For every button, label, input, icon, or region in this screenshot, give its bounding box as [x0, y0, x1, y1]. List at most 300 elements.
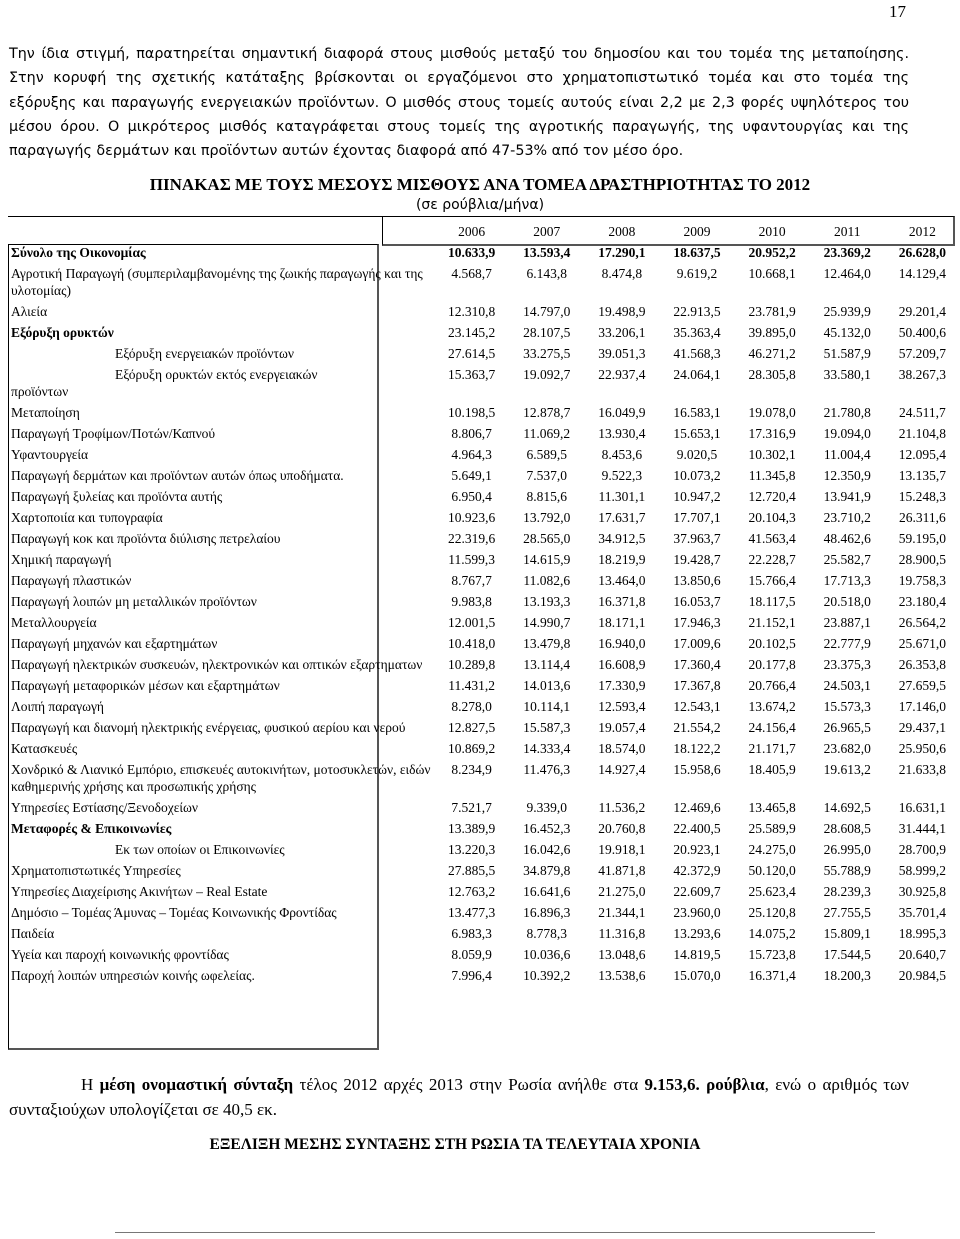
year-header-cell: 2008: [608, 224, 636, 239]
table-row: [9, 944, 960, 965]
value-cell: 38.267,3: [898, 367, 947, 382]
value-cell: 16.042,6: [523, 842, 571, 857]
value-cell: 10.302,1: [748, 447, 796, 462]
row-label: [9, 738, 434, 759]
value-cell: 31.444,1: [898, 821, 947, 836]
pension-summary: [9, 1072, 909, 1122]
value-cell: 39.051,3: [598, 346, 646, 361]
value-cell: 24.156,4: [748, 720, 796, 735]
value-cell: 20.923,1: [673, 842, 721, 857]
value-cell: 14.013,6: [523, 678, 571, 693]
value-cell: 17.146,0: [898, 699, 947, 714]
row-label-text: Υπηρεσίες Εστίασης/Ξενοδοχείων: [11, 800, 199, 815]
row-label: [9, 444, 434, 465]
table-row: [9, 263, 960, 301]
table-row: [9, 839, 960, 860]
value-cell: 18.219,9: [598, 552, 646, 567]
value-cell: 4.964,3: [451, 447, 492, 462]
row-label: [9, 528, 434, 549]
year-header-cell: 2006: [458, 224, 486, 239]
value-cell: 58.999,2: [898, 863, 947, 878]
value-cell: 39.895,0: [748, 325, 796, 340]
value-cell: 11.536,2: [598, 800, 646, 815]
value-cell: 13.114,4: [523, 657, 571, 672]
value-cell: 8.474,8: [601, 266, 643, 281]
table-row: [9, 570, 960, 591]
value-cell: 10.633,9: [447, 245, 496, 260]
value-cell: 11.476,3: [523, 762, 571, 777]
value-cell: 8.815,6: [526, 489, 567, 504]
value-cell: 13.850,6: [673, 573, 721, 588]
value-cell: 23.887,1: [823, 615, 871, 630]
row-label-text: Παραγωγή ξυλείας και προϊόντα αυτής: [11, 489, 223, 504]
value-cell: 41.568,3: [673, 346, 721, 361]
row-label-text: Χονδρικό & Λιανικό Εμπόριο, επισκευές αυτοκινήτων, μοτοσυκλετών, ειδών καθημερινής χρήσης και προσωπικής χρήσης: [11, 762, 431, 794]
value-cell: 33.275,5: [523, 346, 571, 361]
table-row: [9, 423, 960, 444]
row-label-text: Παραγωγή ηλεκτρικών συσκευών, ηλεκτρονικών και οπτικών εξαρτηματων: [11, 657, 423, 672]
row-label: [9, 343, 434, 364]
value-cell: 18.122,2: [673, 741, 721, 756]
table-row: [9, 923, 960, 944]
summary-post: , ενώ ο αριθμός των συνταξιούχων υπολογίζεται σε 40,5 εκ.: [9, 1075, 909, 1119]
value-cell: 22.319,6: [447, 531, 496, 546]
table-row: [9, 654, 960, 675]
value-cell: 19.092,7: [523, 367, 571, 382]
value-cell: 19.057,4: [598, 720, 646, 735]
value-cell: 15.573,3: [823, 699, 871, 714]
value-cell: 26.965,5: [823, 720, 871, 735]
value-cell: 25.589,9: [748, 821, 796, 836]
year-header-cell: 2009: [683, 224, 711, 239]
value-cell: 14.990,7: [523, 615, 571, 630]
value-cell: 35.363,4: [673, 325, 721, 340]
value-cell: 18.637,5: [673, 245, 721, 260]
value-cell: 27.755,5: [823, 905, 871, 920]
row-label-text: Αλιεία: [11, 304, 48, 319]
value-cell: 41.871,8: [598, 863, 646, 878]
value-cell: 13.293,6: [673, 926, 721, 941]
value-cell: 9.339,0: [526, 800, 567, 815]
value-cell: 10.668,1: [748, 266, 796, 281]
row-label-text: Χημική παραγωγή: [11, 552, 112, 567]
value-cell: 11.082,6: [523, 573, 571, 588]
value-cell: 23.375,3: [823, 657, 871, 672]
value-cell: 21.633,8: [898, 762, 947, 777]
value-cell: 10.923,6: [447, 510, 496, 525]
value-cell: 27.659,5: [898, 678, 947, 693]
value-cell: 25.623,4: [748, 884, 796, 899]
value-cell: 15.958,6: [673, 762, 721, 777]
value-cell: 13.135,7: [898, 468, 947, 483]
value-cell: 10.869,2: [447, 741, 496, 756]
row-label: [9, 860, 434, 881]
value-cell: 21.152,1: [748, 615, 796, 630]
value-cell: 27.885,5: [447, 863, 496, 878]
value-cell: 15.587,3: [523, 720, 571, 735]
value-cell: 16.583,1: [673, 405, 721, 420]
value-cell: 12.310,8: [447, 304, 496, 319]
table-row: [9, 486, 960, 507]
value-cell: 11.345,8: [748, 468, 796, 483]
value-cell: 26.311,6: [899, 510, 946, 525]
year-header-cell: 2011: [833, 224, 861, 239]
value-cell: 14.129,4: [898, 266, 947, 281]
value-cell: 16.608,9: [598, 657, 646, 672]
value-cell: 20.102,5: [748, 636, 796, 651]
row-label: [9, 944, 434, 965]
value-cell: 9.522,3: [601, 468, 643, 483]
table-row: [9, 402, 960, 423]
row-label-text: Παραγωγή Τροφίμων/Ποτών/Καπνού: [11, 426, 216, 441]
value-cell: 13.538,6: [598, 968, 646, 983]
row-label: [9, 675, 434, 696]
table-row: [9, 881, 960, 902]
value-cell: 28.239,3: [823, 884, 871, 899]
value-cell: 11.316,8: [598, 926, 646, 941]
value-cell: 19.758,3: [898, 573, 947, 588]
table-top-rule: [8, 216, 383, 217]
value-cell: 41.563,4: [748, 531, 796, 546]
value-cell: 14.333,4: [523, 741, 571, 756]
value-cell: 12.469,6: [673, 800, 721, 815]
table-row: [9, 717, 960, 738]
value-cell: 10.036,6: [523, 947, 571, 962]
row-label: [9, 717, 434, 738]
year-header-cell: 2012: [908, 224, 936, 239]
value-cell: 14.615,9: [523, 552, 571, 567]
value-cell: 34.912,5: [598, 531, 646, 546]
value-cell: 5.649,1: [451, 468, 492, 483]
value-cell: 6.143,8: [526, 266, 567, 281]
value-cell: 14.797,0: [523, 304, 571, 319]
value-cell: 9.619,2: [676, 266, 718, 281]
value-cell: 12.827,5: [447, 720, 496, 735]
row-label-text: Παραγωγή και διανομή ηλεκτρικής ενέργειας, φυσικού αερίου και νερού: [11, 720, 406, 735]
value-cell: 18.171,1: [598, 615, 646, 630]
value-cell: 21.275,0: [598, 884, 646, 899]
pension-section-title: ΕΞΕΛΙΞΗ ΜΕΣΗΣ ΣΥΝΤΑΞΗΣ ΣΤΗ ΡΩΣΙΑ ΤΑ ΤΕΛΕΥΤΑΙΑ ΧΡΟΝΙΑ: [209, 1136, 701, 1153]
value-cell: 25.671,0: [898, 636, 947, 651]
row-label: [9, 402, 434, 423]
row-label-text: Μεταποίηση: [11, 405, 80, 420]
value-cell: 11.431,2: [448, 678, 495, 693]
value-cell: 22.937,4: [598, 367, 646, 382]
value-cell: 13.389,9: [447, 821, 496, 836]
row-label: [9, 633, 434, 654]
value-cell: 25.582,7: [823, 552, 871, 567]
value-cell: 7.537,0: [526, 468, 567, 483]
table-row: [9, 633, 960, 654]
value-cell: 48.462,6: [823, 531, 871, 546]
table-row: [9, 612, 960, 633]
value-cell: 20.104,3: [748, 510, 796, 525]
value-cell: 9.983,8: [451, 594, 492, 609]
value-cell: 28.305,8: [748, 367, 796, 382]
value-cell: 24.511,7: [899, 405, 946, 420]
value-cell: 13.048,6: [598, 947, 646, 962]
table-row: [9, 549, 960, 570]
value-cell: 13.479,8: [523, 636, 571, 651]
value-cell: 16.049,9: [598, 405, 646, 420]
value-cell: 12.350,9: [823, 468, 871, 483]
value-cell: 7.521,7: [451, 800, 492, 815]
value-cell: 13.593,4: [523, 245, 571, 260]
value-cell: 18.995,3: [898, 926, 947, 941]
row-label-text: Χρηματοπιστωτικές Υπηρεσίες: [11, 863, 181, 878]
row-label-text: Παραγωγή κοκ και προϊόντα διύλισης πετρελαίου: [11, 531, 281, 546]
table-row: [9, 797, 960, 818]
value-cell: 13.792,0: [523, 510, 571, 525]
row-label-text: Εξόρυξη ορυκτών: [11, 325, 114, 340]
value-cell: 13.464,0: [598, 573, 646, 588]
year-header-row: [9, 221, 960, 242]
table-row: [9, 364, 960, 402]
value-cell: 16.896,3: [523, 905, 571, 920]
value-cell: 45.132,0: [823, 325, 871, 340]
value-cell: 27.614,5: [447, 346, 496, 361]
value-cell: 21.780,8: [823, 405, 871, 420]
value-cell: 10.418,0: [447, 636, 496, 651]
value-cell: 21.554,2: [673, 720, 721, 735]
value-cell: 22.228,7: [748, 552, 796, 567]
value-cell: 30.925,8: [898, 884, 947, 899]
value-cell: 15.248,3: [898, 489, 947, 504]
value-cell: 17.713,3: [823, 573, 871, 588]
value-cell: 8.767,7: [451, 573, 492, 588]
value-cell: 11.599,3: [448, 552, 495, 567]
value-cell: 11.004,4: [823, 447, 871, 462]
table-row: [9, 322, 960, 343]
value-cell: 8.278,0: [451, 699, 492, 714]
row-label-text: Εξόρυξη ορυκτών εκτός ενεργειακών: [115, 367, 318, 382]
table-row: [9, 465, 960, 486]
value-cell: 18.200,3: [823, 968, 871, 983]
row-label: [9, 881, 434, 902]
row-label-text: Παραγωγή λοιπών μη μεταλλικών προϊόντων: [11, 594, 257, 609]
value-cell: 11.069,2: [523, 426, 571, 441]
value-cell: 16.631,1: [898, 800, 947, 815]
value-cell: 17.316,9: [748, 426, 796, 441]
value-cell: 12.720,4: [748, 489, 796, 504]
value-cell: 15.653,1: [673, 426, 721, 441]
row-label: [9, 759, 434, 797]
value-cell: 10.114,1: [523, 699, 571, 714]
row-label-text: Μεταφορές & Επικοινωνίες: [11, 821, 172, 836]
row-label: [9, 818, 434, 839]
value-cell: 16.940,0: [598, 636, 646, 651]
row-label-text: Αγροτική Παραγωγή (συμπεριλαμβανομένης της ζωικής παραγωγής και της υλοτομίας): [11, 266, 423, 298]
value-cell: 17.009,6: [673, 636, 721, 651]
value-cell: 24.503,1: [823, 678, 871, 693]
value-cell: 25.120,8: [748, 905, 796, 920]
value-cell: 13.477,3: [447, 905, 496, 920]
value-cell: 10.198,5: [447, 405, 496, 420]
value-cell: 14.692,5: [823, 800, 871, 815]
value-cell: 59.195,0: [898, 531, 947, 546]
value-cell: 14.927,4: [598, 762, 646, 777]
table-row: [9, 507, 960, 528]
value-cell: 9.020,5: [676, 447, 718, 462]
value-cell: 15.723,8: [748, 947, 796, 962]
value-cell: 18.117,5: [748, 594, 796, 609]
row-label: [9, 612, 434, 633]
value-cell: 22.913,5: [673, 304, 721, 319]
row-label: [9, 465, 434, 486]
table-row: [9, 818, 960, 839]
value-cell: 20.984,5: [898, 968, 947, 983]
value-cell: 33.206,1: [598, 325, 646, 340]
row-label: [9, 364, 434, 402]
value-cell: 8.234,9: [451, 762, 492, 777]
value-cell: 13.465,8: [748, 800, 796, 815]
value-cell: 16.452,3: [523, 821, 571, 836]
value-cell: 18.405,9: [748, 762, 796, 777]
row-label-text: Χαρτοποιία και τυπογραφία: [11, 510, 163, 525]
value-cell: 13.220,3: [447, 842, 496, 857]
value-cell: 6.589,5: [526, 447, 567, 462]
value-cell: 28.700,9: [898, 842, 947, 857]
value-cell: 10.289,8: [447, 657, 496, 672]
value-cell: 8.453,6: [601, 447, 643, 462]
row-label: [9, 797, 434, 818]
row-label: [9, 423, 434, 444]
table-row: [9, 343, 960, 364]
value-cell: 28.900,5: [898, 552, 947, 567]
value-cell: 20.518,0: [823, 594, 871, 609]
row-label-text: Υπηρεσίες Διαχείρισης Ακινήτων – Real Estate: [11, 884, 268, 899]
row-label-text: Εκ των οποίων οι Επικοινωνίες: [115, 842, 285, 857]
value-cell: 13.193,3: [523, 594, 571, 609]
value-cell: 12.095,4: [898, 447, 947, 462]
value-cell: 20.640,7: [898, 947, 947, 962]
value-cell: 8.059,9: [451, 947, 492, 962]
row-label-text: Δημόσιο – Τομέας Άμυνας – Τομέας Κοινωνικής Φροντίδας: [11, 905, 337, 920]
table-title: ΠΙΝΑΚΑΣ ΜΕ ΤΟΥΣ ΜΕΣΟΥΣ ΜΙΣΘΟΥΣ ΑΝΑ ΤΟΜΕΑ ΔΡΑΣΤΗΡΙΟΤΗΤΑΣ ΤΟ 2012: [149, 175, 811, 194]
row-label: [9, 549, 434, 570]
value-cell: 10.073,2: [673, 468, 721, 483]
value-cell: 17.544,5: [823, 947, 871, 962]
row-label-text: Κατασκευές: [11, 741, 78, 756]
value-cell: 23.145,2: [447, 325, 496, 340]
value-cell: 23.781,9: [748, 304, 796, 319]
value-cell: 28.565,0: [523, 531, 571, 546]
salary-table: [9, 221, 960, 986]
value-cell: 19.428,7: [673, 552, 721, 567]
value-cell: 13.930,4: [598, 426, 646, 441]
row-label: [9, 839, 434, 860]
value-cell: 12.878,7: [523, 405, 571, 420]
value-cell: 19.078,0: [748, 405, 796, 420]
value-cell: 12.593,4: [598, 699, 646, 714]
value-cell: 17.631,7: [598, 510, 646, 525]
row-label: [9, 902, 434, 923]
table-row: [9, 242, 960, 263]
value-cell: 14.075,2: [748, 926, 796, 941]
row-label-text: Παιδεία: [11, 926, 55, 941]
value-cell: 15.363,7: [447, 367, 496, 382]
row-label: [9, 301, 434, 322]
value-cell: 10.392,2: [523, 968, 571, 983]
value-cell: 50.400,6: [898, 325, 947, 340]
value-cell: 25.939,9: [823, 304, 871, 319]
value-cell: 23.682,0: [823, 741, 871, 756]
row-label: [9, 486, 434, 507]
value-cell: 18.574,0: [598, 741, 646, 756]
value-cell: 24.275,0: [748, 842, 796, 857]
value-cell: 50.120,0: [748, 863, 796, 878]
row-label: [9, 591, 434, 612]
row-label-text: Μεταλλουργεία: [11, 615, 97, 630]
value-cell: 12.001,5: [447, 615, 496, 630]
value-cell: 16.371,4: [748, 968, 796, 983]
value-cell: 26.995,0: [823, 842, 871, 857]
table-row: [9, 444, 960, 465]
row-label: [9, 654, 434, 675]
value-cell: 19.094,0: [823, 426, 871, 441]
row-label-text: Λοιπή παραγωγή: [11, 699, 104, 714]
value-cell: 6.983,3: [451, 926, 492, 941]
value-cell: 21.104,8: [898, 426, 947, 441]
value-cell: 34.879,8: [523, 863, 571, 878]
intro-paragraph: Την ίδια στιγμή, παρατηρείται σημαντική διαφορά στους μισθούς μεταξύ του δημοσίου και του τομέα της μεταποίησης. Στην κορυφή της σχετικής κατάταξης βρίσκονται οι εργαζόμενοι στο χρηματοπιστωτικό τομέα και στο τομέα της εξόρυξης και παραγωγής ενεργειακών προϊόντων. Ο μισθός στους τομείς αυτούς είναι 2,2 με 2,3 φορές υψηλότερος του μέσου όρου. Ο μικρότερος μισθός καταγράφεται στους τομείς της αγροτικής παραγωγής, της υφαντουργίας και της παραγωγής δερμάτων και προϊόντων αυτών έχοντας διαφορά από 47-53% από τον μέσο όρο.: [9, 46, 909, 160]
row-label: [9, 322, 434, 343]
value-cell: 12.763,2: [447, 884, 496, 899]
value-cell: 26.353,8: [898, 657, 947, 672]
summary-bold-value: 9.153,6. ρούβλια: [644, 1075, 765, 1094]
value-cell: 4.568,7: [451, 266, 492, 281]
value-cell: 55.788,9: [823, 863, 871, 878]
value-cell: 13.674,2: [748, 699, 796, 714]
table-row: [9, 738, 960, 759]
value-cell: 19.613,2: [823, 762, 871, 777]
table-row: [9, 696, 960, 717]
value-cell: 17.330,9: [598, 678, 646, 693]
value-cell: 17.707,1: [673, 510, 721, 525]
value-cell: 14.819,5: [673, 947, 721, 962]
value-cell: 35.701,4: [898, 905, 947, 920]
value-cell: 29.201,4: [898, 304, 947, 319]
row-label-text: Υγεία και παροχή κοινωνικής φροντίδας: [11, 947, 229, 962]
row-label-continuation: προϊόντων: [11, 384, 69, 399]
value-cell: 22.777,9: [823, 636, 871, 651]
value-cell: 19.498,9: [598, 304, 646, 319]
table-row: [9, 759, 960, 797]
row-label: [9, 570, 434, 591]
value-cell: 15.070,0: [673, 968, 721, 983]
value-cell: 15.809,1: [823, 926, 871, 941]
row-label-text: Εξόρυξη ενεργειακών προϊόντων: [115, 346, 294, 361]
value-cell: 8.806,7: [451, 426, 492, 441]
summary-mid: τέλος 2012 αρχές 2013 στην Ρωσία ανήλθε στα: [293, 1075, 645, 1094]
table-row: [9, 675, 960, 696]
value-cell: 17.367,8: [673, 678, 721, 693]
value-cell: 12.543,1: [673, 699, 721, 714]
value-cell: 28.608,5: [823, 821, 871, 836]
table-row: [9, 301, 960, 322]
footer-rule: [115, 1232, 875, 1233]
row-label-text: Παραγωγή δερμάτων και προϊόντων αυτών όπως υποδήματα.: [11, 468, 344, 483]
summary-bold-term: μέση ονομαστική σύνταξη: [99, 1075, 294, 1094]
row-label: [9, 242, 434, 263]
year-header-cell: 2007: [533, 224, 561, 239]
value-cell: 23.960,0: [673, 905, 721, 920]
table-row: [9, 591, 960, 612]
value-cell: 19.918,1: [598, 842, 646, 857]
value-cell: 20.766,4: [748, 678, 796, 693]
value-cell: 22.400,5: [673, 821, 721, 836]
value-cell: 12.464,0: [823, 266, 871, 281]
